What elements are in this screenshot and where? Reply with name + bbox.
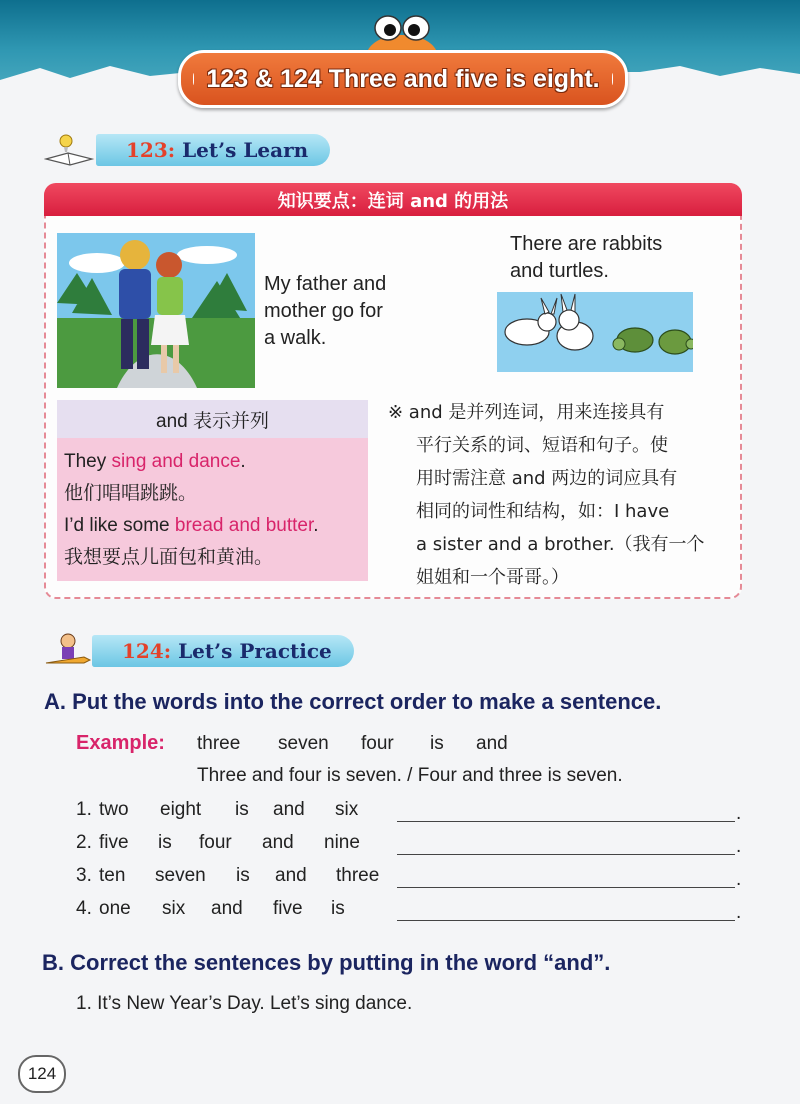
- pencil-kid-icon: [44, 633, 92, 669]
- item-word: is: [236, 865, 250, 886]
- item-word: one: [99, 898, 131, 919]
- note-line: 相同的词性和结构，如：I have: [416, 501, 670, 522]
- example-highlight: bread and butter: [174, 515, 314, 536]
- answer-line[interactable]: [397, 820, 735, 822]
- example-word: three: [197, 733, 241, 754]
- section-number: 123:: [126, 138, 176, 162]
- answer-line[interactable]: [397, 853, 735, 855]
- item-number: 2.: [76, 832, 92, 853]
- item-number: 4.: [76, 898, 92, 919]
- item-word: is: [331, 898, 345, 919]
- example-sentence: [64, 446, 368, 478]
- example-word: seven: [278, 733, 329, 754]
- answer-period: .: [736, 902, 742, 923]
- item-word: and: [273, 799, 305, 820]
- rabbits-turtles-illustration: [497, 292, 693, 372]
- section-title-bar: [92, 635, 354, 667]
- section-header-practice: [44, 633, 354, 669]
- caption-left-line: mother go for: [264, 300, 383, 322]
- item-word: is: [235, 799, 249, 820]
- item-word: eight: [160, 799, 202, 820]
- parents-walking-illustration: [57, 233, 255, 388]
- note-line: a sister and a brother.（我有一个: [416, 534, 705, 555]
- item-word: six: [335, 799, 359, 820]
- item-word: five: [99, 832, 129, 853]
- note-line: 姐姐和一个哥哥。）: [416, 567, 569, 588]
- mascot-icon: [360, 8, 444, 56]
- example-text: .: [313, 515, 319, 536]
- section-title-bar: [96, 134, 330, 166]
- caption-left-line: My father and: [264, 273, 387, 295]
- note-line: 平行关系的词、短语和句子。使: [416, 435, 668, 456]
- section-number: 124:: [122, 639, 172, 663]
- example-sentence: [64, 510, 368, 542]
- section-title: Let’s Learn: [182, 138, 309, 162]
- answer-period: .: [736, 836, 742, 857]
- item-word: is: [158, 832, 172, 853]
- section-header-learn: [44, 132, 330, 168]
- example-word: four: [361, 733, 394, 754]
- item-word: four: [199, 832, 232, 853]
- item-number: 1.: [76, 799, 92, 820]
- example-word: and: [476, 733, 508, 754]
- item-word: five: [273, 898, 303, 919]
- answer-period: .: [736, 803, 742, 824]
- grammar-note: [388, 396, 738, 594]
- section-title: Let’s Practice: [178, 639, 332, 663]
- book-lamp-icon: [44, 133, 96, 167]
- learn-box-title-bar: [44, 183, 742, 216]
- caption-right: [510, 231, 662, 285]
- ribbon-dot-right: [612, 73, 613, 85]
- part-a-heading: A. Put the words into the correct order to make a sentence.: [44, 689, 662, 714]
- and-usage-examples: [57, 438, 368, 581]
- note-line: 用时需注意 and 两边的词应具有: [416, 468, 678, 489]
- example-answer: Three and four is seven. / Four and three is seven.: [197, 765, 623, 786]
- item-word: and: [211, 898, 243, 919]
- ribbon-dot-left: [193, 73, 194, 85]
- learn-box-title: 知识要点：连词 and 的用法: [277, 190, 509, 212]
- item-word: and: [262, 832, 294, 853]
- example-text: They: [64, 451, 112, 472]
- example-word: is: [430, 733, 444, 754]
- example-text: I’d like some: [64, 515, 175, 536]
- page-number: 124: [18, 1055, 66, 1093]
- and-usage-box-title: and 表示并列: [57, 400, 368, 438]
- example-text: .: [240, 451, 246, 472]
- part-b-item: 1. It’s New Year’s Day. Let’s sing dance.: [76, 993, 413, 1014]
- item-word: six: [162, 898, 186, 919]
- caption-left-line: a walk.: [264, 327, 327, 349]
- part-b-heading: B. Correct the sentences by putting in the word “and”.: [42, 950, 611, 975]
- item-number: 3.: [76, 865, 92, 886]
- item-word: seven: [155, 865, 206, 886]
- caption-left: [264, 271, 386, 352]
- answer-period: .: [736, 869, 742, 890]
- item-word: and: [275, 865, 307, 886]
- caption-right-line: There are rabbits: [510, 233, 663, 255]
- title-ribbon: [178, 50, 628, 108]
- answer-line[interactable]: [397, 886, 735, 888]
- example-highlight: sing and dance: [111, 451, 241, 472]
- caption-right-line: and turtles.: [510, 260, 609, 282]
- item-word: ten: [99, 865, 126, 886]
- example-label: Example:: [76, 732, 165, 754]
- note-line: ※ and 是并列连词，用来连接具有: [388, 402, 665, 423]
- example-translation: 我想要点儿面包和黄油。: [64, 547, 274, 568]
- page-title: 123 & 124 Three and five is eight.: [206, 64, 600, 93]
- example-translation: 他们唱唱跳跳。: [64, 483, 198, 504]
- answer-line[interactable]: [397, 919, 735, 921]
- item-word: two: [99, 799, 129, 820]
- item-word: nine: [324, 832, 360, 853]
- item-word: three: [336, 865, 380, 886]
